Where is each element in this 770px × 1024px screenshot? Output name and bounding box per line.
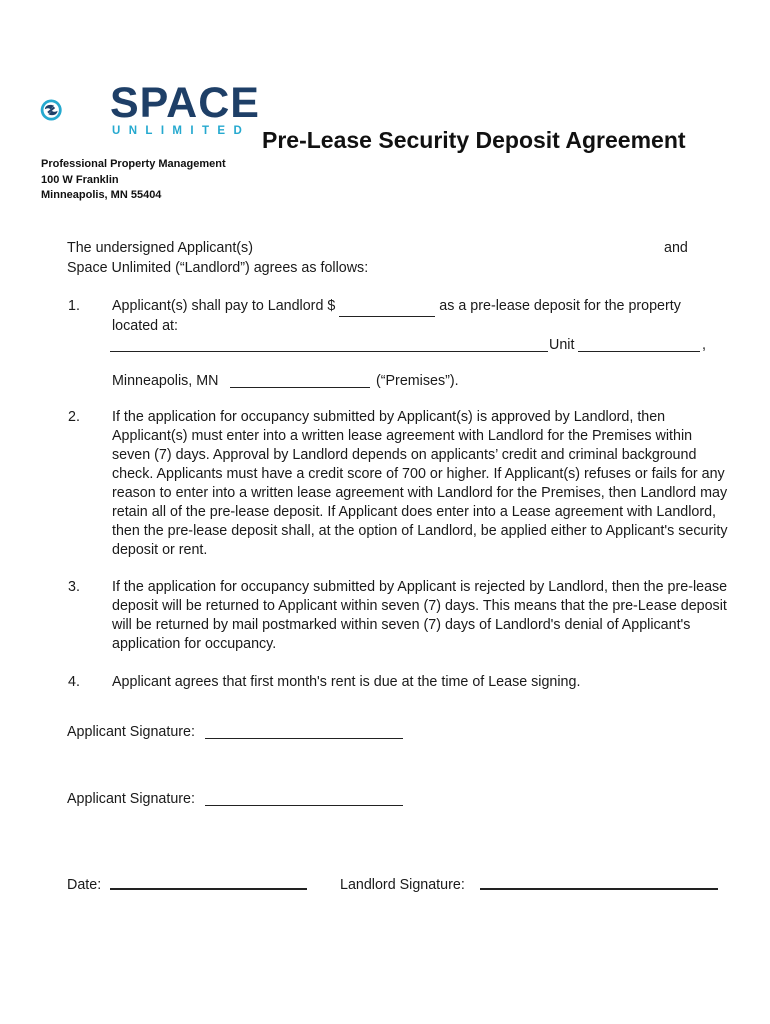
company-name: Professional Property Management <box>41 158 226 170</box>
document-title: Pre-Lease Security Deposit Agreement <box>262 127 686 153</box>
item-1-deposit-text: as a pre-lease deposit for the property <box>439 298 681 314</box>
property-address-field[interactable] <box>110 351 548 352</box>
item-4-number: 4. <box>68 674 80 690</box>
unit-label: Unit <box>549 337 575 353</box>
item-4-text: Applicant agrees that first month's rent is due at the time of Lease signing. <box>112 674 581 690</box>
landlord-signature-field[interactable] <box>480 888 718 890</box>
deposit-amount-field[interactable] <box>339 297 435 317</box>
item-1-line1 <box>112 297 681 317</box>
item-3-text: If the application for occupancy submitted by Applicant is rejected by Landlord, then the pre-lease deposit will be returned to Applicant within seven (7) days. This means that the pre-Lease deposit will be returned by mail postmarked within seven (7) days of Landlord's denial of Applicant's application for occupancy. <box>112 579 728 652</box>
item-1-number: 1. <box>68 298 80 314</box>
intro-landlord-line: Space Unlimited (“Landlord”) agrees as follows: <box>67 260 369 276</box>
unit-field[interactable] <box>578 351 700 352</box>
premises-label: (“Premises”). <box>376 373 459 389</box>
item-3-number: 3. <box>68 579 80 595</box>
city-label: Minneapolis, MN <box>112 373 219 389</box>
item-2-number: 2. <box>68 409 80 425</box>
date-field[interactable] <box>110 888 307 890</box>
applicant-signature-field-1[interactable] <box>205 738 403 739</box>
applicant-signature-field-2[interactable] <box>205 805 403 806</box>
space-unlimited-logo-icon <box>40 78 110 142</box>
applicant-signature-label-1: Applicant Signature: <box>67 724 195 740</box>
item-2-text: If the application for occupancy submitted by Applicant(s) is approved by Landlord, then Applicant(s) must enter into a written lease agreement with Landlord for the Premises within seven (7) days. Approval by Landlord depends on applicants’ credit and criminal background check. Applicants must have a credit score of 700 or higher. If Applicant(s) refuses or fails for any reason to enter into a written lease agreement with Landlord for the Premises, then Landlord may retain all of the pre-lease deposit. If Applicant does enter into a Lease agreement with Landlord, then the pre-lease deposit shall, at the option of Landlord, be applied either to Applicant's security deposit or rent. <box>112 409 728 558</box>
item-1-located-at: located at: <box>112 318 178 334</box>
logo-wordmark: SPACE <box>110 79 260 127</box>
logo-subtitle: UNLIMITED <box>112 125 251 137</box>
item-1-pay-text: Applicant(s) shall pay to Landlord $ <box>112 298 336 314</box>
company-address <box>41 157 226 204</box>
date-label: Date: <box>67 877 102 893</box>
zip-field[interactable] <box>230 387 370 388</box>
intro-applicants-label: The undersigned Applicant(s) <box>67 240 253 256</box>
intro-and: and <box>664 240 688 256</box>
landlord-signature-label: Landlord Signature: <box>340 877 465 893</box>
unit-comma: , <box>702 337 706 353</box>
applicant-signature-label-2: Applicant Signature: <box>67 791 195 807</box>
company-street: 100 W Franklin <box>41 173 119 186</box>
company-city: Minneapolis, MN 55404 <box>41 189 162 201</box>
